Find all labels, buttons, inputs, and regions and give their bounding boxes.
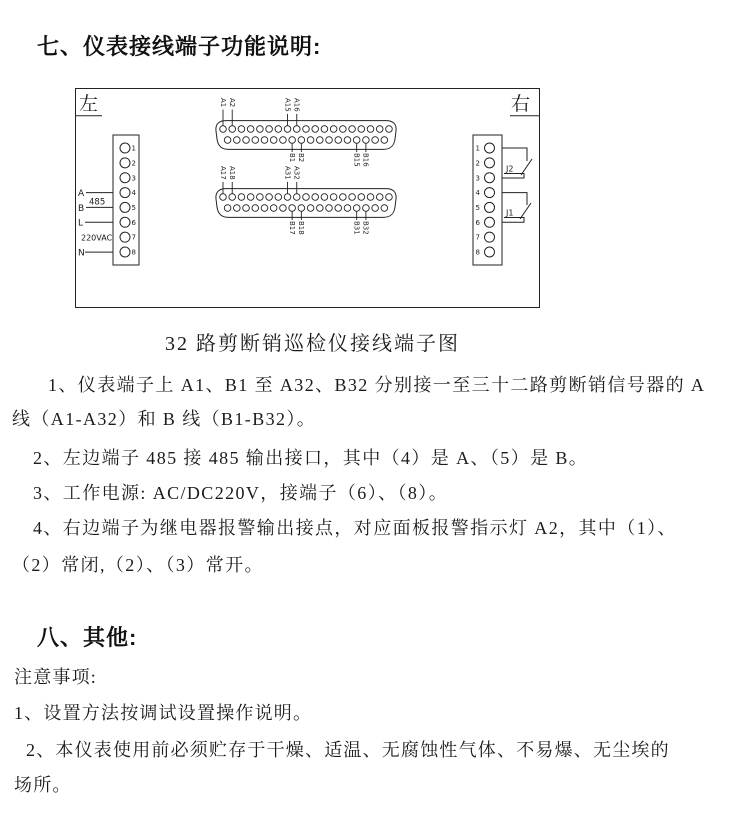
connector-2-pin [257,194,264,201]
connector-1-pin [344,137,351,144]
relay-j2-blade [521,159,532,175]
connector-2-pin [247,194,254,201]
rs485-label: 485 [89,197,106,208]
relay-j1-wire-top [502,193,527,205]
connector-1-pin-label: A15 [283,98,292,112]
connector-2-pin [363,205,370,212]
connector-1-pin [261,137,268,144]
right-terminal-circle [485,232,495,242]
connector-1-pin [312,126,319,133]
connector-2-pin [358,194,365,201]
connector-1-pin-label: A2 [228,98,237,108]
connector-1-pin [330,126,337,133]
left-terminal-circle [120,217,130,227]
connector-2-pin [303,194,310,201]
connector-1-pin [376,126,383,133]
connector-2-pin [261,205,268,212]
power-voltage-label: 220VAC [81,233,113,243]
connector-1-pin [349,126,356,133]
right-terminal-number: 2 [475,159,480,168]
connector-1-pin [298,137,305,144]
connector-2-pin [367,194,374,201]
connector-1-pin [243,137,250,144]
connector-1-pin-label: A16 [292,98,301,112]
connector-1-pin [238,126,245,133]
rs485-b-label: B [78,203,85,214]
left-terminal-circle [120,202,130,212]
diagram-frame [76,89,540,308]
connector-1-pin [229,126,236,133]
connector-2-pin [344,205,351,212]
right-terminal-circle [485,158,495,168]
right-terminal-circle [485,202,495,212]
connector-1-pin [372,137,379,144]
left-terminal-number: 4 [131,189,136,198]
right-terminal-circle [485,173,495,183]
connector-1-outline [216,121,396,150]
left-terminal-number: 3 [131,174,136,183]
left-terminal-number: 8 [131,248,136,257]
note-2-line-1: 2、本仪表使用前必须贮存于干燥、适温、无腐蚀性气体、不易爆、无尘埃的 [26,740,670,760]
connector-2-pin [349,194,356,201]
connector-1-pin [335,137,342,144]
left-terminal-number: 1 [131,144,136,153]
left-terminal-number: 6 [131,218,136,227]
connector-1-pin [266,126,273,133]
connector-2-pin [353,205,360,212]
connector-2-pin [280,205,287,212]
connector-1-pin [381,137,388,144]
right-terminal-number: 7 [475,233,480,242]
note-2-line-2: 场所。 [14,775,72,795]
relay-j2-wire-bottom [502,174,524,179]
connector-2-pin [275,194,282,201]
right-terminal-number: 8 [475,248,480,257]
left-terminal-circle [120,232,130,242]
connector-1-pin [358,126,365,133]
connector-1-pin [247,126,254,133]
connector-1-pin [321,126,328,133]
connector-2-pin-label: A31 [283,166,292,180]
connector-1-pin [303,126,310,133]
connector-2-pin [234,205,241,212]
connector-2-pin-label: A17 [218,166,227,180]
connector-2-pin [340,194,347,201]
connector-1-pin [289,137,296,144]
connector-2-pin [243,205,250,212]
connector-2-pin [266,194,273,201]
para-4-line-2: （2）常闭,（2）、（3）常开。 [12,555,264,575]
left-terminal-circle [120,173,130,183]
connector-2-pin [330,194,337,201]
connector-2-pin [252,205,259,212]
connector-1-pin-label: B2 [297,153,306,163]
left-terminal-circle [120,247,130,257]
figure-caption: 32 路剪断销巡检仪接线端子图 [165,333,460,355]
right-terminal-circle [485,247,495,257]
wiring-diagram [75,88,540,308]
relay-j1-blade [520,203,531,219]
left-side-label: 左 [79,93,99,115]
right-terminal-circle [485,188,495,198]
terminal-diagram-figure [75,88,540,312]
connector-2-pin [326,205,333,212]
connector-2-pin [298,205,305,212]
para-3: 3、工作电源: AC/DC220V，接端子（6）、（8）。 [33,483,449,503]
connector-2-pin-label: A18 [228,166,237,180]
power-n-label: N [78,248,85,259]
connector-2-pin [335,205,342,212]
connector-1-pin [363,137,370,144]
connector-2-pin-label: A32 [292,166,301,180]
connector-1-pin [270,137,277,144]
connector-2-pin [376,194,383,201]
left-terminal-circle [120,158,130,168]
connector-2-pin [289,205,296,212]
power-l-label: L [78,218,84,229]
connector-2-pin-label: B17 [287,221,296,235]
connector-1-pin [326,137,333,144]
left-terminal-number: 7 [131,233,136,242]
connector-2-pin [381,205,388,212]
connector-1-pin-label: A1 [218,98,227,108]
left-terminal-circle [120,188,130,198]
connector-2-pin [307,205,314,212]
connector-1-pin [317,137,324,144]
connector-2-pin-label: B32 [361,221,370,235]
relay-j1-label: J1 [506,208,514,218]
connector-1-pin [307,137,314,144]
left-terminal-number: 2 [131,159,136,168]
section-7-heading: 七、仪表接线端子功能说明: [37,34,322,59]
para-1-line-2: 线（A1-A32）和 B 线（B1-B32）。 [12,409,317,429]
connector-1-pin-label: B16 [361,153,370,167]
connector-1-pin [234,137,241,144]
connector-2-pin-label: B18 [297,221,306,235]
right-terminal-number: 3 [475,174,480,183]
connector-1-pin-label: B1 [287,153,296,163]
left-terminal-number: 5 [131,204,136,213]
connector-1-pin [224,137,231,144]
connector-2-pin-label: B31 [352,221,361,235]
right-terminal-strip [473,135,502,265]
connector-1-pin [257,126,264,133]
connector-1-pin [284,126,291,133]
connector-1-pin [252,137,259,144]
connector-2-pin [312,194,319,201]
relay-j2-wire-top [502,148,527,161]
connector-2-pin [284,194,291,201]
right-terminal-number: 5 [475,204,480,213]
right-side-label: 右 [511,93,531,115]
connector-1-pin [367,126,374,133]
connector-2-pin [321,194,328,201]
rs485-a-label: A [78,189,85,199]
connector-1-pin [340,126,347,133]
para-2: 2、左边端子 485 接 485 输出接口，其中（4）是 A、（5）是 B。 [33,448,589,468]
connector-2-pin [229,194,236,201]
left-terminal-strip [113,135,139,265]
connector-2-pin [238,194,245,201]
right-terminal-number: 6 [475,218,480,227]
right-terminal-circle [485,143,495,153]
connector-1-pin [353,137,360,144]
connector-1-pin [220,126,227,133]
connector-2-pin [293,194,300,201]
connector-1-pin [386,126,393,133]
connector-2-outline [216,189,396,218]
para-4-line-1: 4、右边端子为继电器报警输出接点，对应面板报警指示灯 A2，其中（1）、 [33,518,677,538]
connector-2-pin [317,205,324,212]
connector-1-pin [280,137,287,144]
section-8-heading: 八、其他: [37,625,138,650]
connector-2-pin [224,205,231,212]
connector-1-pin [275,126,282,133]
note-1: 1、设置方法按调试设置操作说明。 [14,703,313,723]
connector-2-pin [386,194,393,201]
right-terminal-circle [485,217,495,227]
right-terminal-number: 1 [475,144,480,153]
right-terminal-number: 4 [475,189,480,198]
connector-1-pin-label: B15 [352,153,361,167]
notes-title: 注意事项: [14,667,98,687]
relay-j2-label: J2 [506,164,514,174]
connector-1-pin [293,126,300,133]
para-1-line-1: 1、仪表端子上 A1、B1 至 A32、B32 分别接一至三十二路剪断销信号器的 A [48,375,706,395]
connector-2-pin [220,194,227,201]
connector-2-pin [270,205,277,212]
left-terminal-circle [120,143,130,153]
connector-2-pin [372,205,379,212]
